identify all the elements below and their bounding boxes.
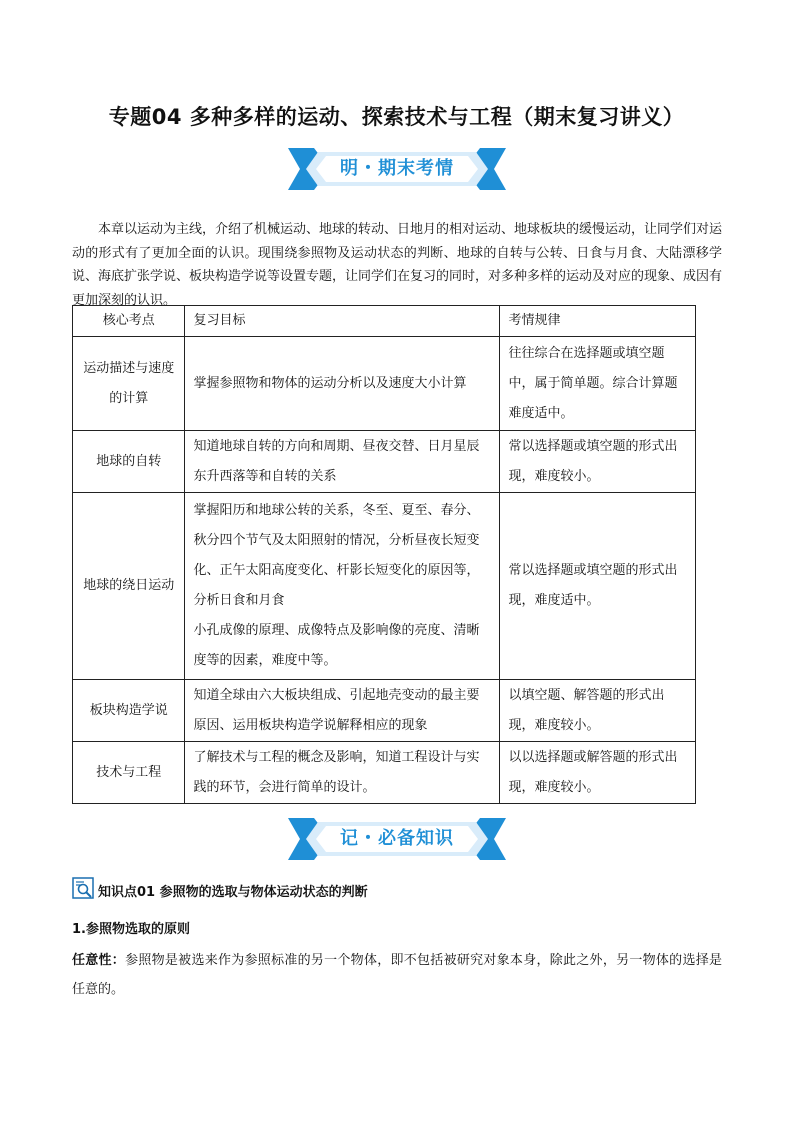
header-cell: 考情规律: [500, 306, 696, 337]
table-header-row: [73, 306, 696, 337]
para-label: 任意性：: [72, 953, 126, 968]
magnifier-document-icon: [72, 877, 94, 899]
table-row: [73, 337, 696, 431]
table-cell: 技术与工程: [73, 742, 185, 804]
table-row: [73, 742, 696, 804]
table-cell: 以填空题、解答题的形式出现，难度较小。: [500, 680, 696, 742]
page-title: 专题04 多种多样的运动、探索技术与工程（期末复习讲义）: [108, 105, 685, 129]
table-cell: 地球的绕日运动: [73, 493, 185, 680]
section-banner-exam-analysis: [288, 148, 506, 190]
cell-text: 小孔成像的原理、成像特点及影响像的亮度、清晰度等的因素，难度中等。: [193, 623, 480, 668]
header-cell: 复习目标: [185, 306, 500, 337]
section-banner-knowledge: [288, 818, 506, 860]
table-row: [73, 680, 696, 742]
intro-paragraph: 本章以运动为主线，介绍了机械运动、地球的转动、日地月的相对运动、地球板块的缓慢运动，让同学们对运动的形式有了更加全面的认识。现围绕参照物及运动状态的判断、地球的自转与公转、日食与月食、大陆漂移学说、海底扩张学说、板块构造学说等设置专题，让同学们在复习的同时，对多种多样的运动及对应的现象、成因有更加深刻的认识。: [72, 222, 723, 308]
table-cell: 了解技术与工程的概念及影响，知道工程设计与实践的环节，会进行简单的设计。: [185, 742, 500, 804]
table-cell: 常以选择题或填空题的形式出现，难度较小。: [500, 431, 696, 493]
knowledge-point-heading: 知识点01 参照物的选取与物体运动状态的判断: [98, 885, 368, 900]
exam-analysis-table: [72, 305, 696, 804]
table-cell: 地球的自转: [73, 431, 185, 493]
body-paragraph: [72, 946, 722, 1004]
banner-title: 明・期末考情: [340, 158, 454, 179]
header-cell: 核心考点: [73, 306, 185, 337]
subheading: 1.参照物选取的原则: [72, 922, 190, 937]
table-cell: [185, 493, 500, 680]
para-text: 参照物是被选来作为参照标准的另一个物体，即不包括被研究对象本身，除此之外，另一物体的选择是任意的。: [72, 953, 722, 997]
table-cell: 运动描述与速度的计算: [73, 337, 185, 431]
table-cell: 以以选择题或解答题的形式出现，难度较小。: [500, 742, 696, 804]
banner-title: 记・必备知识: [340, 828, 454, 849]
table-cell: 常以选择题或填空题的形式出现，难度适中。: [500, 493, 696, 680]
table-cell: 往往综合在选择题或填空题中，属于简单题。综合计算题难度适中。: [500, 337, 696, 431]
table-cell: 板块构造学说: [73, 680, 185, 742]
table-cell: 掌握参照物和物体的运动分析以及速度大小计算: [185, 337, 500, 431]
table-row: [73, 493, 696, 680]
table-cell: 知道地球自转的方向和周期、昼夜交替、日月星辰东升西落等和自转的关系: [185, 431, 500, 493]
table-row: [73, 431, 696, 493]
table-cell: 知道全球由六大板块组成、引起地壳变动的最主要原因、运用板块构造学说解释相应的现象: [185, 680, 500, 742]
cell-text: 掌握阳历和地球公转的关系，冬至、夏至、春分、秋分四个节气及太阳照射的情况，分析昼夜长短变化、正午太阳高度变化、杆影长短变化的原因等，分析日食和月食: [193, 503, 480, 608]
